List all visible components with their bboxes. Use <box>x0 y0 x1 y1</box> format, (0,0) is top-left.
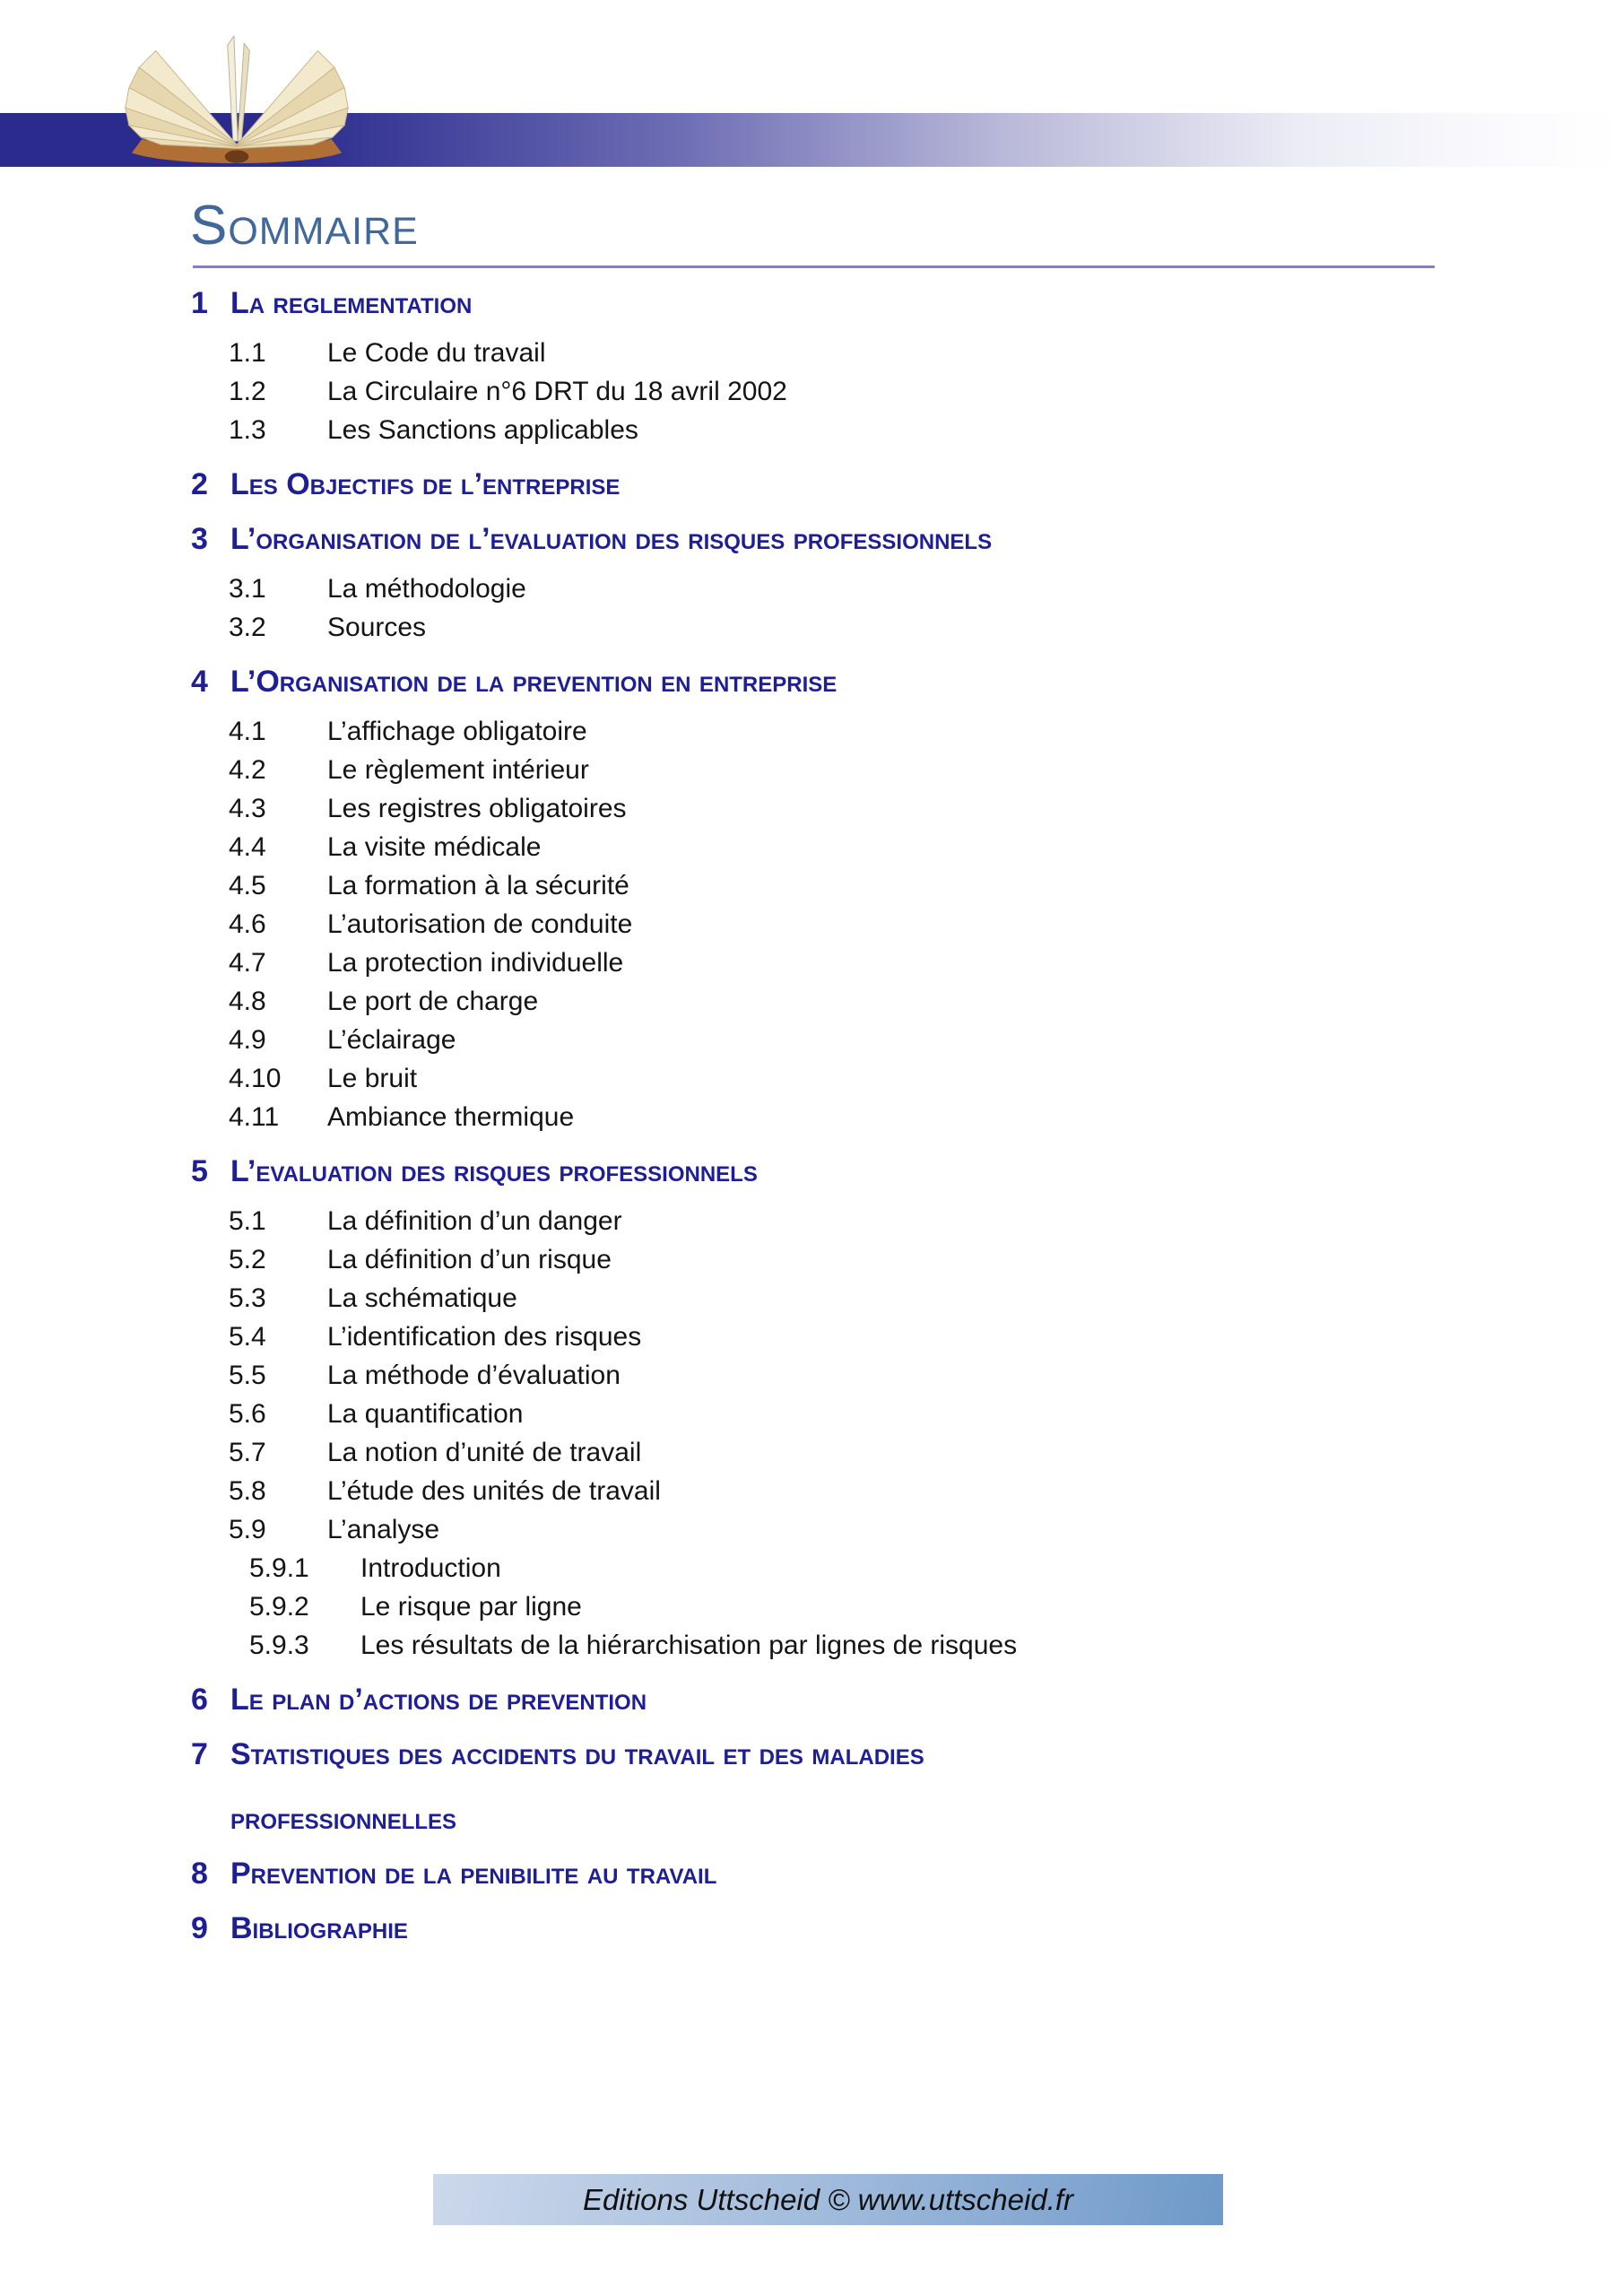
entry-label: Le bruit <box>327 1064 418 1093</box>
toc-entry <box>0 372 1623 411</box>
toc-entry <box>0 944 1623 982</box>
entry-label: Le Code du travail <box>327 338 546 368</box>
toc-subentry <box>0 1587 1623 1626</box>
entry-number: 4.6 <box>229 909 266 939</box>
toc-section-heading <box>0 465 1623 504</box>
entry-label: L’affichage obligatoire <box>327 717 587 746</box>
section-label: Bibliographie <box>230 1911 408 1945</box>
entry-number: 1.2 <box>229 377 266 406</box>
entry-label: Les registres obligatoires <box>327 794 627 823</box>
entry-number: 4.8 <box>229 987 266 1016</box>
entry-label: La notion d’unité de travail <box>327 1438 642 1467</box>
entry-number: 4.10 <box>229 1064 282 1093</box>
toc-subentry <box>0 1626 1623 1665</box>
toc-section-heading <box>0 1909 1623 1948</box>
entry-label: La visite médicale <box>327 832 542 862</box>
section-number: 8 <box>191 1857 208 1891</box>
section-label-line: professionnelles <box>230 1802 457 1836</box>
section-number: 7 <box>191 1737 208 1771</box>
toc-entry <box>0 905 1623 944</box>
toc-entry <box>0 411 1623 449</box>
entry-number: 4.5 <box>229 871 266 900</box>
section-number: 1 <box>191 286 208 320</box>
section-number: 3 <box>191 522 208 556</box>
entry-label: L’éclairage <box>327 1025 456 1055</box>
entry-label: L’analyse <box>327 1515 440 1544</box>
entry-number: 5.9.1 <box>249 1553 309 1583</box>
section-label <box>230 1735 924 1839</box>
section-label: Prevention de la penibilite au travail <box>230 1857 717 1891</box>
entry-number: 5.2 <box>229 1245 266 1274</box>
toc-entry <box>0 751 1623 789</box>
entry-label: Les résultats de la hiérarchisation par lignes de risques <box>360 1631 1018 1660</box>
entry-number: 5.5 <box>229 1361 266 1390</box>
toc-entry <box>0 789 1623 828</box>
entry-number: 5.9.3 <box>249 1631 309 1660</box>
footer-banner <box>433 2174 1223 2225</box>
entry-label: La définition d’un risque <box>327 1245 612 1274</box>
section-label: La reglementation <box>230 286 473 320</box>
entry-label: La protection individuelle <box>327 948 624 978</box>
entry-number: 4.2 <box>229 755 266 785</box>
toc-subentry <box>0 1549 1623 1587</box>
entry-label: La quantification <box>327 1399 524 1429</box>
entry-number: 5.6 <box>229 1399 266 1429</box>
toc-section-heading <box>0 1854 1623 1893</box>
section-number: 9 <box>191 1911 208 1945</box>
section-number: 5 <box>191 1154 208 1188</box>
entry-number: 5.9 <box>229 1515 266 1544</box>
toc-section-heading <box>0 1152 1623 1191</box>
toc-entry <box>0 1318 1623 1356</box>
entry-number: 1.3 <box>229 415 266 445</box>
document-body <box>0 197 1623 1959</box>
entry-number: 5.9.2 <box>249 1592 309 1622</box>
toc-section-heading <box>0 1680 1623 1719</box>
entry-label: Ambiance thermique <box>327 1102 575 1132</box>
toc-entry <box>0 1433 1623 1472</box>
title-rule <box>193 265 1435 268</box>
toc-entry <box>0 1059 1623 1098</box>
entry-label: Le risque par ligne <box>360 1592 582 1622</box>
toc-entry <box>0 866 1623 905</box>
toc-section-heading <box>0 662 1623 701</box>
book-pages-left <box>126 51 237 149</box>
toc-entry <box>0 828 1623 866</box>
section-label: L’Organisation de la prevention en entreprise <box>230 665 838 699</box>
entry-number: 4.11 <box>229 1102 280 1132</box>
toc-section-heading <box>0 283 1623 323</box>
entry-label: La méthodologie <box>327 574 526 604</box>
section-number: 4 <box>191 665 208 699</box>
table-of-contents <box>0 283 1623 1948</box>
entry-label: La méthode d’évaluation <box>327 1361 621 1390</box>
entry-label: L’autorisation de conduite <box>327 909 633 939</box>
toc-entry <box>0 1395 1623 1433</box>
entry-label: L’identification des risques <box>327 1322 642 1352</box>
entry-label: La formation à la sécurité <box>327 871 629 900</box>
toc-entry <box>0 1510 1623 1549</box>
toc-entry <box>0 1021 1623 1059</box>
entry-label: La Circulaire n°6 DRT du 18 avril 2002 <box>327 377 787 406</box>
entry-number: 5.8 <box>229 1476 266 1506</box>
toc-entry <box>0 712 1623 751</box>
toc-section-heading <box>0 519 1623 559</box>
book-pages-right <box>237 51 348 149</box>
entry-number: 4.1 <box>229 717 266 746</box>
toc-entry <box>0 1472 1623 1510</box>
entry-number: 5.7 <box>229 1438 266 1467</box>
section-label: Le plan d’actions de prevention <box>230 1683 647 1717</box>
entry-label: La définition d’un danger <box>327 1206 622 1236</box>
entry-number: 3.2 <box>229 613 266 642</box>
entry-number: 4.9 <box>229 1025 266 1055</box>
entry-label: Sources <box>327 613 427 642</box>
section-number: 2 <box>191 467 208 501</box>
section-label: L’evaluation des risques professionnels <box>230 1154 758 1188</box>
toc-entry <box>0 1202 1623 1240</box>
book-middle-pages <box>228 36 250 141</box>
section-number: 6 <box>191 1683 208 1717</box>
toc-entry <box>0 334 1623 372</box>
section-label: L’organisation de l’evaluation des risques professionnels <box>230 522 993 556</box>
open-book-icon <box>117 30 357 169</box>
page-title: Sommaire <box>190 195 419 257</box>
footer-text: Editions Uttscheid © www.uttscheid.fr <box>582 2182 1074 2216</box>
entry-label: Le règlement intérieur <box>327 755 589 785</box>
section-label: Les Objectifs de l’entreprise <box>230 467 621 501</box>
section-label-line: Statistiques des accidents du travail et des maladies <box>230 1737 924 1771</box>
entry-number: 1.1 <box>229 338 266 368</box>
toc-entry <box>0 570 1623 608</box>
toc-entry <box>0 982 1623 1021</box>
entry-label: Le port de charge <box>327 987 539 1016</box>
entry-number: 5.1 <box>229 1206 266 1236</box>
entry-number: 3.1 <box>229 574 266 604</box>
entry-number: 4.7 <box>229 948 266 978</box>
entry-number: 4.4 <box>229 832 266 862</box>
entry-label: L’étude des unités de travail <box>327 1476 661 1506</box>
toc-entry <box>0 1279 1623 1318</box>
entry-number: 5.3 <box>229 1283 266 1313</box>
entry-label: Introduction <box>360 1553 501 1583</box>
toc-entry <box>0 1240 1623 1279</box>
entry-number: 4.3 <box>229 794 266 823</box>
entry-number: 5.4 <box>229 1322 266 1352</box>
entry-label: Les Sanctions applicables <box>327 415 638 445</box>
toc-section-heading <box>0 1735 1623 1839</box>
entry-label: La schématique <box>327 1283 517 1313</box>
toc-entry <box>0 608 1623 647</box>
toc-entry <box>0 1098 1623 1136</box>
toc-entry <box>0 1356 1623 1395</box>
